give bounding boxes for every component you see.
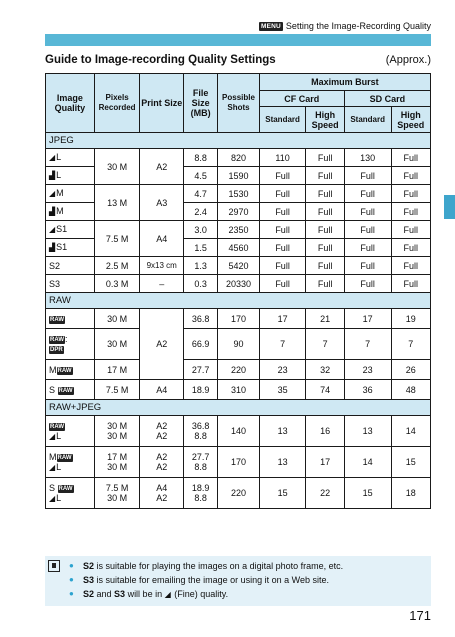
pixels-cell: 2.5 M xyxy=(94,257,140,275)
print-cell: – xyxy=(140,275,184,293)
sd-hs-cell: Full xyxy=(391,203,431,221)
iq-cell: MRAW ◢L xyxy=(46,447,95,478)
shots-cell: 170 xyxy=(218,309,260,329)
iq-cell: ▟M xyxy=(46,203,95,221)
th-maximum-burst: Maximum Burst xyxy=(259,74,430,91)
normal-quality-icon: ▟ xyxy=(49,171,56,180)
cf-std-cell: Full xyxy=(259,185,306,203)
sd-hs-cell: Full xyxy=(391,149,431,167)
cf-std-cell: 15 xyxy=(259,478,306,509)
print-cell: A2 A2 xyxy=(140,447,184,478)
iq-cell: ◢S1 xyxy=(46,221,95,239)
table-row xyxy=(46,275,431,293)
print-cell: 9x13 cm xyxy=(140,257,184,275)
sd-hs-cell: 19 xyxy=(391,309,431,329)
pixels-cell: 7.5 M xyxy=(94,221,140,257)
sd-hs-cell: Full xyxy=(391,185,431,203)
pixels-cell: 17 M xyxy=(94,360,140,380)
shots-cell: 20330 xyxy=(218,275,260,293)
iq-cell: S RAW ◢L xyxy=(46,478,95,509)
iq-cell: ▟L xyxy=(46,167,95,185)
file-cell: 18.9 8.8 xyxy=(184,478,218,509)
shots-cell: 310 xyxy=(218,380,260,400)
approx-label: (Approx.) xyxy=(385,54,431,66)
fine-quality-icon: ◢ xyxy=(49,225,56,234)
table-row xyxy=(46,221,431,239)
file-cell: 27.7 8.8 xyxy=(184,447,218,478)
pixels-cell: 30 M xyxy=(94,149,140,185)
table-row xyxy=(46,360,431,380)
sd-hs-cell: 15 xyxy=(391,447,431,478)
cf-std-cell: Full xyxy=(259,167,306,185)
iq-cell: ▟S1 xyxy=(46,239,95,257)
shots-cell: 220 xyxy=(218,478,260,509)
raw-icon: RAW xyxy=(50,316,64,323)
sd-std-cell: 130 xyxy=(344,149,391,167)
shots-cell: 5420 xyxy=(218,257,260,275)
note-item: ● S3 is suitable for emailing the image or using it on a Web site. xyxy=(69,573,431,587)
shots-cell: 4560 xyxy=(218,239,260,257)
print-cell: A3 xyxy=(140,185,184,221)
sd-hs-cell: Full xyxy=(391,167,431,185)
iq-cell: S RAW xyxy=(46,380,95,400)
file-cell: 8.8 xyxy=(184,149,218,167)
chapter-tab xyxy=(444,195,455,219)
shots-cell: 820 xyxy=(218,149,260,167)
cf-std-cell: Full xyxy=(259,203,306,221)
print-cell: A2 xyxy=(140,149,184,185)
cf-hs-cell: 32 xyxy=(306,360,344,380)
fine-quality-icon: ◢ xyxy=(49,153,56,162)
sd-hs-cell: 26 xyxy=(391,360,431,380)
fine-quality-icon: ◢ xyxy=(49,462,56,472)
raw-icon: RAW xyxy=(50,423,64,430)
th-sd-standard: Standard xyxy=(344,107,391,133)
iq-cell: S3 xyxy=(46,275,95,293)
cf-std-cell: Full xyxy=(259,275,306,293)
sd-hs-cell: 18 xyxy=(391,478,431,509)
section-raw-jpeg: RAW+JPEG xyxy=(46,400,431,416)
sd-std-cell: Full xyxy=(344,239,391,257)
iq-cell: ◢M xyxy=(46,185,95,203)
sd-hs-cell: Full xyxy=(391,275,431,293)
sd-std-cell: Full xyxy=(344,275,391,293)
raw-icon: RAW xyxy=(58,387,73,394)
sd-std-cell: Full xyxy=(344,221,391,239)
pixels-cell: 30 M 30 M xyxy=(94,416,140,447)
sd-hs-cell: Full xyxy=(391,257,431,275)
fine-quality-icon: ◢ xyxy=(49,431,56,441)
page-number: 171 xyxy=(409,608,431,623)
sd-hs-cell: 14 xyxy=(391,416,431,447)
cf-std-cell: 13 xyxy=(259,447,306,478)
iq-cell: RAW ◢L xyxy=(46,416,95,447)
header-rule xyxy=(45,34,431,46)
th-pixels-recorded: Pixels Recorded xyxy=(94,74,140,133)
shots-cell: 1530 xyxy=(218,185,260,203)
sd-std-cell: 7 xyxy=(344,329,391,360)
file-cell: 1.5 xyxy=(184,239,218,257)
sd-std-cell: Full xyxy=(344,257,391,275)
table-row xyxy=(46,416,431,447)
cf-hs-cell: Full xyxy=(306,257,344,275)
cf-std-cell: 35 xyxy=(259,380,306,400)
print-cell: A2 xyxy=(140,309,184,380)
cf-hs-cell: Full xyxy=(306,185,344,203)
sd-std-cell: Full xyxy=(344,203,391,221)
shots-cell: 220 xyxy=(218,360,260,380)
cf-hs-cell: Full xyxy=(306,239,344,257)
sd-std-cell: 13 xyxy=(344,416,391,447)
table-row xyxy=(46,380,431,400)
sd-std-cell: 15 xyxy=(344,478,391,509)
th-cf-card: CF Card xyxy=(259,91,344,107)
th-possible-shots: Possible Shots xyxy=(218,74,260,133)
print-cell: A4 xyxy=(140,380,184,400)
raw-icon: RAW xyxy=(57,367,72,374)
cf-hs-cell: Full xyxy=(306,221,344,239)
sd-std-cell: Full xyxy=(344,167,391,185)
normal-quality-icon: ▟ xyxy=(49,243,56,252)
th-cf-standard: Standard xyxy=(259,107,306,133)
file-cell: 4.7 xyxy=(184,185,218,203)
note-icon xyxy=(48,560,60,572)
quality-table xyxy=(45,73,431,509)
pixels-cell: 0.3 M xyxy=(94,275,140,293)
file-cell: 4.5 xyxy=(184,167,218,185)
sd-hs-cell: Full xyxy=(391,239,431,257)
pixels-cell: 30 M xyxy=(94,309,140,329)
shots-cell: 170 xyxy=(218,447,260,478)
iq-cell: RAW: DPR xyxy=(46,329,95,360)
table-row xyxy=(46,329,431,360)
file-cell: 2.4 xyxy=(184,203,218,221)
print-cell: A4 A2 xyxy=(140,478,184,509)
print-cell: A4 xyxy=(140,221,184,257)
pixels-cell: 13 M xyxy=(94,185,140,221)
th-cf-high-speed: High Speed xyxy=(306,107,344,133)
shots-cell: 2350 xyxy=(218,221,260,239)
sd-std-cell: 23 xyxy=(344,360,391,380)
note-item: ● S2 is suitable for playing the images on a digital photo frame, etc. xyxy=(69,559,431,573)
file-cell: 36.8 xyxy=(184,309,218,329)
shots-cell: 1590 xyxy=(218,167,260,185)
cf-std-cell: Full xyxy=(259,221,306,239)
section-raw: RAW xyxy=(46,293,431,309)
fine-quality-icon: ◢ xyxy=(49,493,56,503)
th-sd-card: SD Card xyxy=(344,91,430,107)
th-image-quality: Image Quality xyxy=(46,74,95,133)
pixels-cell: 7.5 M 30 M xyxy=(94,478,140,509)
file-cell: 3.0 xyxy=(184,221,218,239)
header-title: Setting the Image-Recording Quality xyxy=(285,21,431,31)
th-sd-high-speed: High Speed xyxy=(391,107,431,133)
iq-cell: S2 xyxy=(46,257,95,275)
raw-icon: RAW xyxy=(50,337,64,343)
notes-box xyxy=(45,556,431,606)
section-jpeg: JPEG xyxy=(46,133,431,149)
cf-hs-cell: Full xyxy=(306,149,344,167)
table-row xyxy=(46,447,431,478)
shots-cell: 2970 xyxy=(218,203,260,221)
file-cell: 66.9 xyxy=(184,329,218,360)
shots-cell: 140 xyxy=(218,416,260,447)
notes-list xyxy=(69,559,431,602)
iq-cell: ◢L xyxy=(46,149,95,167)
sd-std-cell: Full xyxy=(344,185,391,203)
cf-hs-cell: Full xyxy=(306,167,344,185)
table-row xyxy=(46,257,431,275)
page-header xyxy=(45,18,431,34)
menu-icon: MENU xyxy=(260,23,281,30)
cf-hs-cell: 22 xyxy=(306,478,344,509)
cf-std-cell: Full xyxy=(259,257,306,275)
file-cell: 0.3 xyxy=(184,275,218,293)
section-title: Guide to Image-recording Quality Settings xyxy=(45,54,276,66)
cf-hs-cell: 17 xyxy=(306,447,344,478)
file-cell: 18.9 xyxy=(184,380,218,400)
pixels-cell: 30 M xyxy=(94,329,140,360)
th-file-size: File Size (MB) xyxy=(184,74,218,133)
th-print-size: Print Size xyxy=(140,74,184,133)
sd-hs-cell: 48 xyxy=(391,380,431,400)
cf-std-cell: 17 xyxy=(259,309,306,329)
section-title-row xyxy=(45,54,431,70)
cf-hs-cell: 74 xyxy=(306,380,344,400)
cf-hs-cell: Full xyxy=(306,275,344,293)
iq-cell: MRAW xyxy=(46,360,95,380)
cf-std-cell: 110 xyxy=(259,149,306,167)
sd-std-cell: 17 xyxy=(344,309,391,329)
dpr-icon: DPR xyxy=(50,347,63,353)
fine-quality-icon: ◢ xyxy=(164,590,171,599)
cf-std-cell: 7 xyxy=(259,329,306,360)
cf-std-cell: 23 xyxy=(259,360,306,380)
cf-hs-cell: 7 xyxy=(306,329,344,360)
file-cell: 27.7 xyxy=(184,360,218,380)
table-row xyxy=(46,478,431,509)
raw-icon: RAW xyxy=(58,485,73,492)
pixels-cell: 7.5 M xyxy=(94,380,140,400)
cf-hs-cell: Full xyxy=(306,203,344,221)
sd-std-cell: 14 xyxy=(344,447,391,478)
sd-std-cell: 36 xyxy=(344,380,391,400)
table-row xyxy=(46,185,431,203)
cf-hs-cell: 21 xyxy=(306,309,344,329)
table-row xyxy=(46,149,431,167)
table-row xyxy=(46,309,431,329)
file-cell: 36.8 8.8 xyxy=(184,416,218,447)
fine-quality-icon: ◢ xyxy=(49,189,56,198)
cf-std-cell: Full xyxy=(259,239,306,257)
shots-cell: 90 xyxy=(218,329,260,360)
sd-hs-cell: Full xyxy=(391,221,431,239)
file-cell: 1.3 xyxy=(184,257,218,275)
note-item: ● S2 and S3 will be in ◢ (Fine) quality. xyxy=(69,587,431,602)
iq-cell xyxy=(46,309,95,329)
sd-hs-cell: 7 xyxy=(391,329,431,360)
print-cell: A2 A2 xyxy=(140,416,184,447)
raw-icon: RAW xyxy=(57,454,72,461)
pixels-cell: 17 M 30 M xyxy=(94,447,140,478)
cf-std-cell: 13 xyxy=(259,416,306,447)
normal-quality-icon: ▟ xyxy=(49,207,56,216)
cf-hs-cell: 16 xyxy=(306,416,344,447)
